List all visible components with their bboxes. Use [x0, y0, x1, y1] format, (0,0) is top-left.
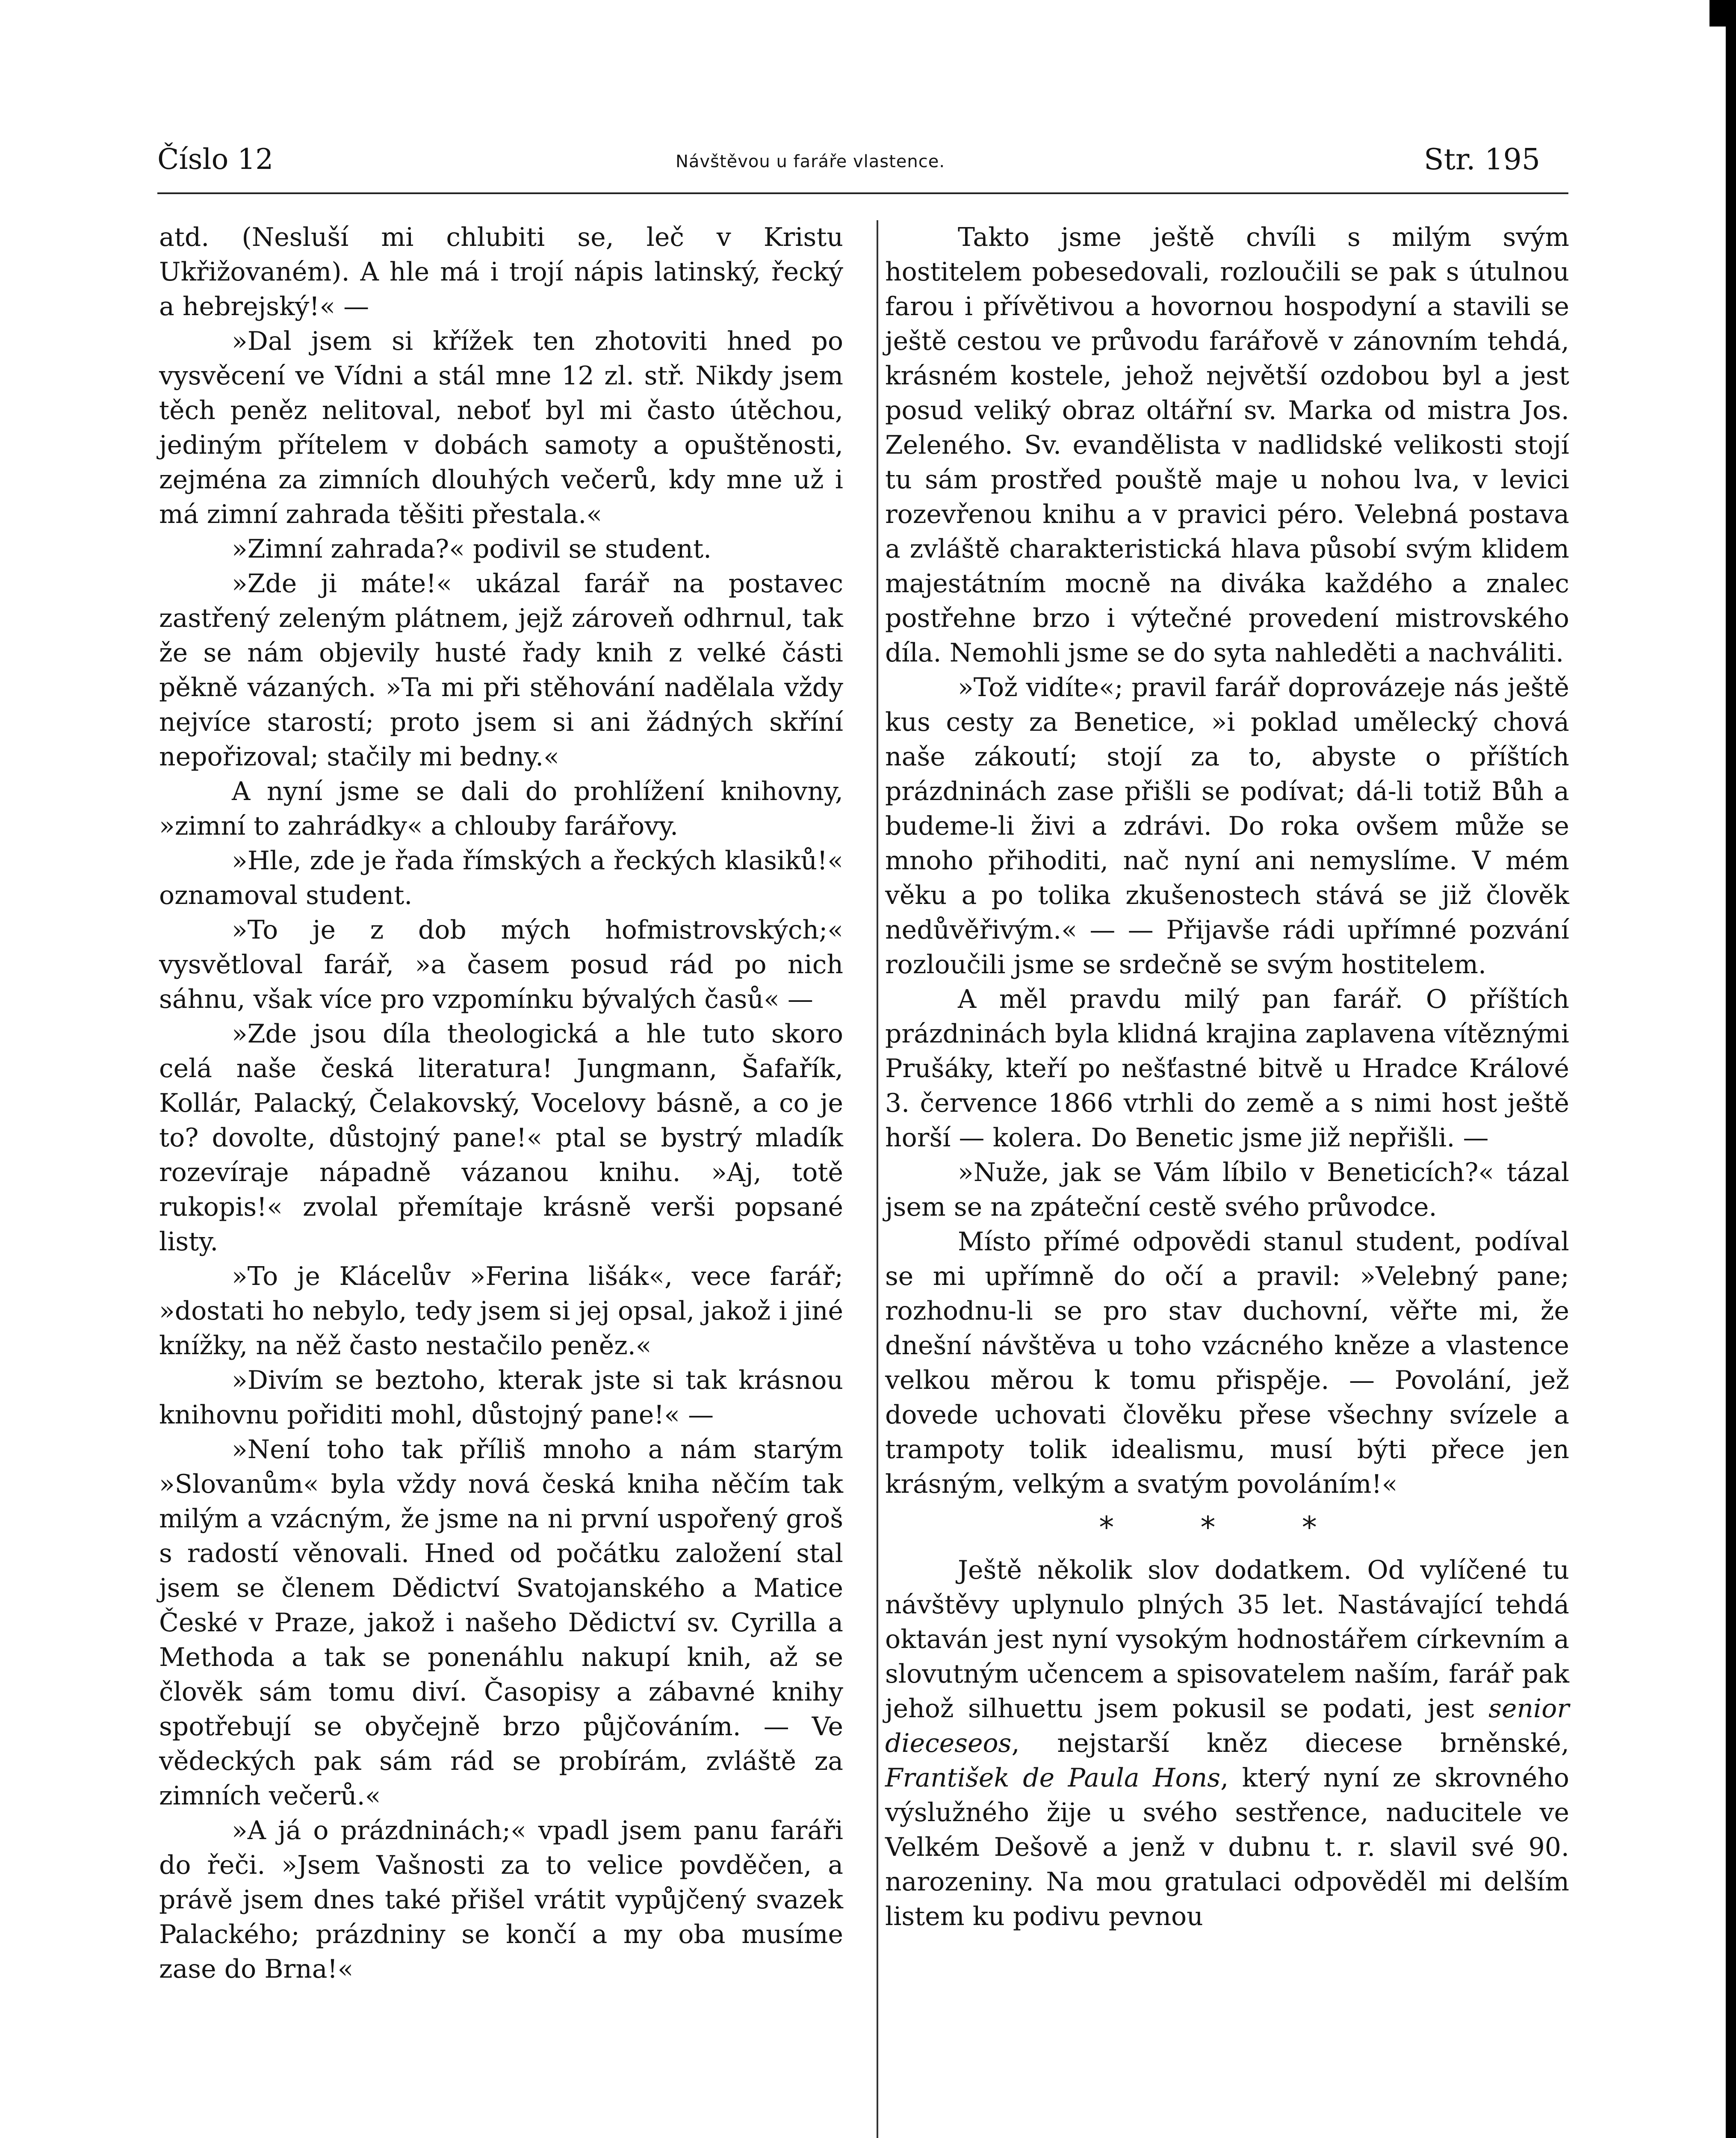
running-title: Návštěvou u faráře vlastence.	[676, 152, 945, 171]
paragraph	[885, 1553, 1569, 1934]
paragraph: A nyní jsme se dali do prohlížení knihovny, »zimní to zahrádky« a chlouby farářovy.	[159, 777, 843, 841]
left-column	[159, 220, 843, 1987]
italic-phrase: senior dieceseos	[885, 1694, 1569, 1758]
issue-number: Číslo 12	[157, 143, 274, 176]
right-column	[885, 220, 1569, 1934]
scan-edge	[1726, 0, 1736, 2138]
paragraph: Takto jsme ještě chvíli s milým svým hostitelem pobesedovali, rozloučili se pak s útulnou farou i přívětivou a hovornou hospodyní a stavili se ještě cestou ve průvodu farářově v zánovním tehdá, krásném kostele, jehož největší ozdobou byl a jest posud veliký obraz oltářní sv. Marka od mistra Jos. Zeleného. Sv. evandělista v nadlidské velikosti stojí tu sám prostřed pouště maje u nohou lva, v levici rozevřenou knihu a v pravici péro. Velebná postava a zvláště charakteristická hlava působí svým klidem majestátním mocně na diváka každého a znalec postřehne brzo i výtečné provedení mistrovského díla. Nemohli jsme se do syta nahleděti a nachváliti.	[885, 222, 1569, 668]
paragraph: A měl pravdu milý pan farář. O příštích prázdninách byla klidná krajina zaplavena vítěznými Prušáky, kteří po nešťastné bitvě u Hradce Králové 3. července 1866 vtrhli do země a s nimi host ještě horší — kolera. Do Benetic jsme již nepřišli. —	[885, 984, 1569, 1153]
text-run: , který nyní ze skrovného výslužného žije u svého sestřence, naducitele ve Velkém Dešově a jenž v dubnu t. r. slavil své 90. narozeniny. Na mou gratulaci odpověděl mi delším listem ku podivu pevnou	[885, 1763, 1570, 1931]
paragraph: »Nuže, jak se Vám líbilo v Beneticích?« tázal jsem se na zpáteční cestě svého průvodce.	[885, 1158, 1569, 1222]
paragraph: »Tož vidíte«; pravil farář doprovázeje nás ještě kus cesty za Benetice, »i poklad umělecký chová naše zákoutí; stojí za to, abyste o příštích prázdninách zase přišli se podívat; dá-li totiž Bůh a budeme-li živi a zdrávi. Do roka ovšem může se mnoho přihoditi, nač nyní ani nemyslíme. V mém věku a po tolika zkušenostech stává se již člověk nedůvěřivým.« — — Přijavše rádi upřímné pozvání rozloučili jsme se srdečně se svým hostitelem.	[885, 673, 1569, 980]
running-header	[0, 141, 1736, 192]
paragraph: »Hle, zde je řada římských a řeckých klasiků!« oznamoval student.	[159, 846, 843, 910]
paragraph: »Divím se beztoho, kterak jste si tak krásnou knihovnu pořiditi mohl, důstojný pane!« —	[159, 1365, 843, 1430]
header-rule	[157, 192, 1568, 194]
paragraph: »Není toho tak příliš mnoho a nám starým »Slovanům« byla vždy nová česká kniha něčím tak milým a vzácným, že jsme na ni první uspořený groš s radostí věnovali. Hned od počátku založení stal jsem se členem Dědictví Svatojanského a Matice České v Praze, jakož i našeho Dědictví sv. Cyrilla a Methoda a tak se ponenáhlu nakupí knih, až se člověk sám tomu diví. Časopisy a zábavné knihy spotřebují se obyčejně brzo půjčováním. — Ve vědeckých pak sám rád se probírám, zvláště za zimních večerů.«	[159, 1435, 843, 1811]
paragraph: Místo přímé odpovědi stanul student, podíval se mi upřímně do očí a pravil: »Velebný pane; rozhodnu-li se pro stav duchovní, věřte mi, že dnešní návštěva u toho vzácného kněze a vlastence velkou měrou k tomu přispěje. — Povolání, jež dovede uchovati člověku přese všechny svízele a trampoty tolik idealismu, musí býti přece jen krásným, velkým a svatým povoláním!«	[885, 1227, 1569, 1499]
paragraph: »Zimní zahrada?« podivil se student.	[232, 534, 712, 564]
paragraph: »A já o prázdninách;« vpadl jsem panu faráři do řeči. »Jsem Vašnosti za to velice povděčen, a právě jsem dnes také přišel vrátit vypůjčený svazek Palackého; prázdniny se končí a my oba musíme zase do Brna!«	[159, 1816, 843, 1984]
italic-name: František de Paula Hons	[885, 1763, 1221, 1793]
text-run: , nejstarší kněz diecese brněnské,	[1011, 1728, 1569, 1758]
paragraph: »Dal jsem si křížek ten zhotoviti hned po vysvěcení ve Vídni a stál mne 12 zl. stř. Nikdy jsem těch peněz nelitoval, neboť byl mi často útěchou, jediným přítelem v dobách samoty a opuštěnosti, zejména za zimních dlouhých večerů, kdy mne už i má zimní zahrada těšiti přestala.«	[159, 326, 843, 529]
section-separator-stars: * * *	[1099, 1510, 1355, 1545]
paragraph: »Zde jsou díla theologická a hle tuto skoro celá naše česká literatura! Jungmann, Šafařík, Kollár, Palacký, Čelakovský, Vocelovy básně, a co je to? dovolte, důstojný pane!« ptal se bystrý mladík rozevíraje nápadně vázanou knihu. »Aj, totě rukopis!« zvolal přemítaje krásně verši popsané listy.	[159, 1019, 843, 1257]
paragraph: atd. (Nesluší mi chlubiti se, leč v Kristu Ukřižovaném). A hle má i trojí nápis latinský, řecký a hebrejský!« —	[159, 222, 843, 322]
paragraph: »To je z dob mých hofmistrovských;« vysvětloval farář, »a časem posud rád po nich sáhnu, však více pro vzpomínku bývalých časů« —	[159, 915, 843, 1014]
text-run: Ještě několik slov dodatkem. Od vylíčené tu návštěvy uplynulo plných 35 let. Nastávající tehdá oktaván jest nyní vysokým hodnostářem církevním a slovutným učencem a spisovatelem naším, farář pak jehož silhuettu jsem pokusil se podati, jest	[885, 1555, 1569, 1724]
column-divider	[877, 220, 878, 2138]
paragraph: »Zde ji máte!« ukázal farář na postavec zastřený zeleným plátnem, jejž zároveň odhrnul, tak že se nám objevily husté řady knih z velké části pěkně vázaných. »Ta mi při stěhování nadělala vždy nejvíce starostí; proto jsem si ani žádných skříní nepořizoval; stačily mi bedny.«	[159, 569, 843, 772]
scan-corner-mark	[1709, 0, 1736, 27]
page-number: Str. 195	[1424, 143, 1540, 177]
paragraph: »To je Klácelův »Ferina lišák«, vece farář; »dostati ho nebylo, tedy jsem si jej opsal, jakož i jiné knížky, na něž často nestačilo peněz.«	[159, 1261, 843, 1361]
